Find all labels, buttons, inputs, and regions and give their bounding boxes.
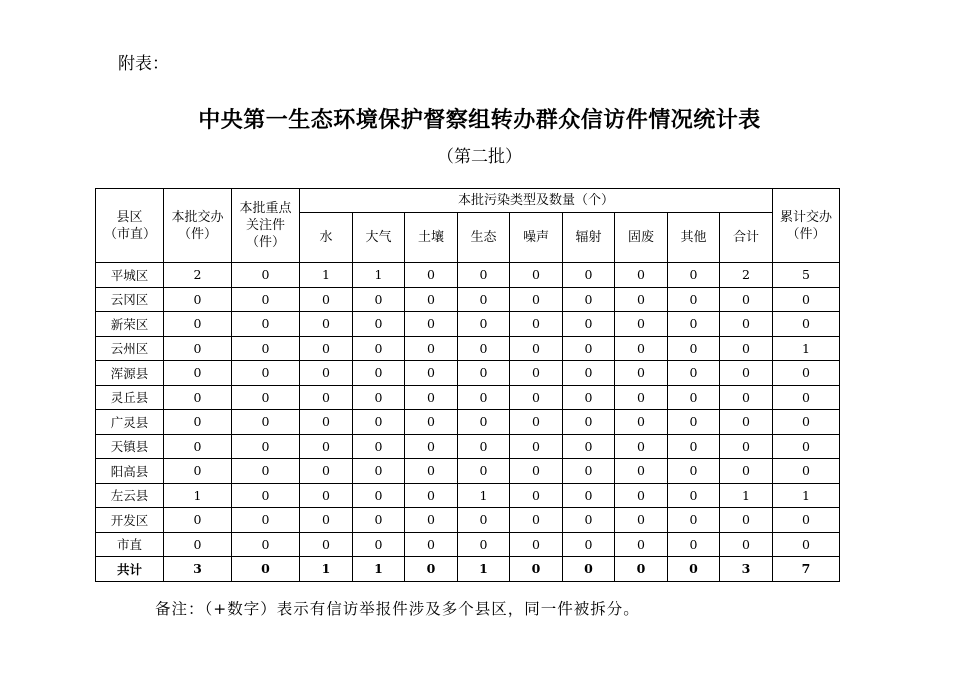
table-cell: 0 <box>353 434 405 459</box>
table-cell: 0 <box>563 410 615 435</box>
table-cell: 0 <box>300 336 353 361</box>
table-cell: 0 <box>164 410 232 435</box>
table-cell: 0 <box>668 483 720 508</box>
table-cell: 0 <box>300 312 353 337</box>
col-header-batch: 本批交办（件） <box>164 189 232 263</box>
table-cell: 2 <box>164 263 232 288</box>
table-cell: 0 <box>300 434 353 459</box>
table-cell: 0 <box>300 508 353 533</box>
table-cell: 1 <box>353 263 405 288</box>
table-cell: 0 <box>563 459 615 484</box>
table-cell: 0 <box>773 312 840 337</box>
table-cell: 0 <box>510 385 563 410</box>
table-cell: 1 <box>353 557 405 582</box>
table-cell: 0 <box>232 410 300 435</box>
county-name: 云州区 <box>96 336 164 361</box>
table-cell: 0 <box>164 434 232 459</box>
table-cell: 0 <box>668 434 720 459</box>
table-cell: 0 <box>668 557 720 582</box>
table-cell: 0 <box>458 385 510 410</box>
table-cell: 0 <box>300 459 353 484</box>
table-cell: 0 <box>405 508 458 533</box>
table-cell: 0 <box>353 361 405 386</box>
table-cell: 0 <box>232 508 300 533</box>
table-cell: 0 <box>300 483 353 508</box>
table-cell: 1 <box>300 263 353 288</box>
table-cell: 0 <box>232 459 300 484</box>
table-row <box>96 483 840 508</box>
table-cell: 1 <box>458 557 510 582</box>
table-cell: 0 <box>668 263 720 288</box>
table-cell: 0 <box>720 508 773 533</box>
table-cell: 0 <box>563 263 615 288</box>
table-cell: 0 <box>563 287 615 312</box>
col-header-county: 县区（市直） <box>96 189 164 263</box>
table-cell: 0 <box>720 410 773 435</box>
table-cell: 0 <box>563 336 615 361</box>
table-cell: 0 <box>353 336 405 361</box>
table-cell: 0 <box>300 361 353 386</box>
table-cell: 0 <box>668 312 720 337</box>
table-cell: 0 <box>458 312 510 337</box>
table-cell: 0 <box>668 508 720 533</box>
table-cell: 0 <box>773 361 840 386</box>
table-cell: 0 <box>405 483 458 508</box>
table-cell: 0 <box>773 508 840 533</box>
table-cell: 0 <box>668 532 720 557</box>
table-cell: 0 <box>405 361 458 386</box>
table-cell: 0 <box>353 532 405 557</box>
table-cell: 0 <box>458 410 510 435</box>
county-name: 新荣区 <box>96 312 164 337</box>
table-cell: 0 <box>615 385 668 410</box>
table-cell: 1 <box>720 483 773 508</box>
table-row <box>96 385 840 410</box>
total-row <box>96 557 840 582</box>
table-row <box>96 434 840 459</box>
table-cell: 0 <box>668 459 720 484</box>
table-cell: 0 <box>510 434 563 459</box>
table-cell: 0 <box>720 361 773 386</box>
table-cell: 0 <box>405 410 458 435</box>
county-name: 浑源县 <box>96 361 164 386</box>
table-cell: 0 <box>720 312 773 337</box>
table-cell: 0 <box>773 287 840 312</box>
table-cell: 0 <box>615 287 668 312</box>
table-cell: 0 <box>300 410 353 435</box>
table-cell: 7 <box>773 557 840 582</box>
col-header-type: 固废 <box>615 213 668 263</box>
col-header-type: 合计 <box>720 213 773 263</box>
table-cell: 0 <box>405 287 458 312</box>
table-cell: 0 <box>458 508 510 533</box>
table-cell: 0 <box>353 410 405 435</box>
table-cell: 0 <box>458 434 510 459</box>
table-cell: 0 <box>563 483 615 508</box>
table-cell: 0 <box>510 312 563 337</box>
table-cell: 0 <box>615 508 668 533</box>
table-cell: 2 <box>720 263 773 288</box>
statistics-table <box>95 188 840 582</box>
table-cell: 0 <box>405 459 458 484</box>
footnote: 备注：（+数字）表示有信访举报件涉及多个县区，同一件被拆分。 <box>155 600 640 618</box>
table-cell: 0 <box>300 287 353 312</box>
table-cell: 1 <box>773 483 840 508</box>
col-header-type: 土壤 <box>405 213 458 263</box>
county-name: 阳高县 <box>96 459 164 484</box>
col-header-type: 其他 <box>668 213 720 263</box>
table-cell: 0 <box>164 287 232 312</box>
page-subtitle: （第二批） <box>437 147 522 167</box>
table-cell: 0 <box>232 483 300 508</box>
table-cell: 0 <box>232 557 300 582</box>
col-header-cumulative: 累计交办（件） <box>773 189 840 263</box>
table-cell: 0 <box>164 508 232 533</box>
table-cell: 0 <box>615 532 668 557</box>
table-cell: 0 <box>720 532 773 557</box>
table-cell: 0 <box>773 459 840 484</box>
table-cell: 3 <box>720 557 773 582</box>
table-cell: 0 <box>510 336 563 361</box>
table-cell: 0 <box>510 557 563 582</box>
page-title: 中央第一生态环境保护督察组转办群众信访件情况统计表 <box>198 107 761 133</box>
table-cell: 0 <box>510 508 563 533</box>
col-header-type: 辐射 <box>563 213 615 263</box>
table-cell: 0 <box>510 410 563 435</box>
table-row <box>96 410 840 435</box>
table-cell: 0 <box>720 385 773 410</box>
table-cell: 0 <box>353 459 405 484</box>
table-row <box>96 312 840 337</box>
total-label: 共计 <box>96 557 164 582</box>
table-cell: 1 <box>773 336 840 361</box>
table-cell: 0 <box>458 459 510 484</box>
table-cell: 0 <box>458 263 510 288</box>
table-cell: 0 <box>458 532 510 557</box>
county-name: 天镇县 <box>96 434 164 459</box>
table-cell: 0 <box>405 385 458 410</box>
table-row <box>96 532 840 557</box>
table-cell: 0 <box>615 557 668 582</box>
table-cell: 0 <box>164 385 232 410</box>
table-cell: 0 <box>164 312 232 337</box>
col-header-type: 生态 <box>458 213 510 263</box>
table-cell: 0 <box>510 263 563 288</box>
table-cell: 0 <box>510 459 563 484</box>
table-cell: 0 <box>405 532 458 557</box>
table-cell: 0 <box>615 312 668 337</box>
table-cell: 0 <box>164 532 232 557</box>
table-cell: 0 <box>353 385 405 410</box>
table-cell: 0 <box>563 385 615 410</box>
table-cell: 0 <box>405 263 458 288</box>
col-header-type: 水 <box>300 213 353 263</box>
table-cell: 0 <box>405 312 458 337</box>
table-cell: 0 <box>405 336 458 361</box>
table-cell: 0 <box>668 336 720 361</box>
table-cell: 0 <box>773 434 840 459</box>
table-row <box>96 508 840 533</box>
table-cell: 0 <box>405 557 458 582</box>
table-cell: 0 <box>615 410 668 435</box>
table-cell: 0 <box>300 385 353 410</box>
table-cell: 1 <box>300 557 353 582</box>
table-cell: 0 <box>668 385 720 410</box>
table-cell: 0 <box>510 361 563 386</box>
table-cell: 0 <box>563 557 615 582</box>
table-cell: 0 <box>353 483 405 508</box>
table-cell: 0 <box>563 361 615 386</box>
table-cell: 0 <box>232 532 300 557</box>
col-header-key: 本批重点关注件（件） <box>232 189 300 263</box>
table-cell: 0 <box>563 532 615 557</box>
col-header-pollution-group: 本批污染类型及数量（个） <box>300 189 773 213</box>
table-cell: 0 <box>232 312 300 337</box>
attachment-label: 附表： <box>118 54 169 74</box>
col-header-type: 大气 <box>353 213 405 263</box>
table-cell: 0 <box>615 263 668 288</box>
table-cell: 0 <box>164 361 232 386</box>
table-cell: 1 <box>164 483 232 508</box>
table-row <box>96 459 840 484</box>
table-cell: 1 <box>458 483 510 508</box>
table-cell: 0 <box>615 336 668 361</box>
table-cell: 0 <box>668 361 720 386</box>
table-cell: 0 <box>353 508 405 533</box>
table-cell: 0 <box>510 483 563 508</box>
col-header-type: 噪声 <box>510 213 563 263</box>
table-cell: 0 <box>353 287 405 312</box>
table-cell: 0 <box>232 361 300 386</box>
table-row <box>96 336 840 361</box>
table-cell: 0 <box>720 287 773 312</box>
table-row <box>96 287 840 312</box>
table-cell: 0 <box>164 459 232 484</box>
table-cell: 0 <box>232 434 300 459</box>
table-cell: 0 <box>232 287 300 312</box>
table-cell: 0 <box>720 336 773 361</box>
table-cell: 0 <box>232 263 300 288</box>
table-cell: 0 <box>563 434 615 459</box>
table-cell: 0 <box>615 459 668 484</box>
table-cell: 0 <box>720 459 773 484</box>
county-name: 开发区 <box>96 508 164 533</box>
table-cell: 0 <box>300 532 353 557</box>
table-cell: 0 <box>458 336 510 361</box>
table-cell: 0 <box>615 434 668 459</box>
county-name: 灵丘县 <box>96 385 164 410</box>
table-row <box>96 361 840 386</box>
table-cell: 0 <box>773 385 840 410</box>
table-cell: 0 <box>510 287 563 312</box>
table-cell: 0 <box>615 483 668 508</box>
table-cell: 0 <box>405 434 458 459</box>
county-name: 广灵县 <box>96 410 164 435</box>
table-cell: 3 <box>164 557 232 582</box>
table-cell: 0 <box>615 361 668 386</box>
county-name: 平城区 <box>96 263 164 288</box>
table-row <box>96 263 840 288</box>
table-cell: 0 <box>164 336 232 361</box>
table-cell: 0 <box>668 410 720 435</box>
county-name: 市直 <box>96 532 164 557</box>
table-cell: 0 <box>458 287 510 312</box>
table-cell: 0 <box>668 287 720 312</box>
table-cell: 0 <box>232 336 300 361</box>
county-name: 云冈区 <box>96 287 164 312</box>
table-cell: 0 <box>720 434 773 459</box>
table-cell: 0 <box>563 508 615 533</box>
table-cell: 5 <box>773 263 840 288</box>
table-cell: 0 <box>773 532 840 557</box>
table-cell: 0 <box>510 532 563 557</box>
table-cell: 0 <box>563 312 615 337</box>
table-cell: 0 <box>353 312 405 337</box>
table-cell: 0 <box>232 385 300 410</box>
county-name: 左云县 <box>96 483 164 508</box>
table-cell: 0 <box>773 410 840 435</box>
table-cell: 0 <box>458 361 510 386</box>
